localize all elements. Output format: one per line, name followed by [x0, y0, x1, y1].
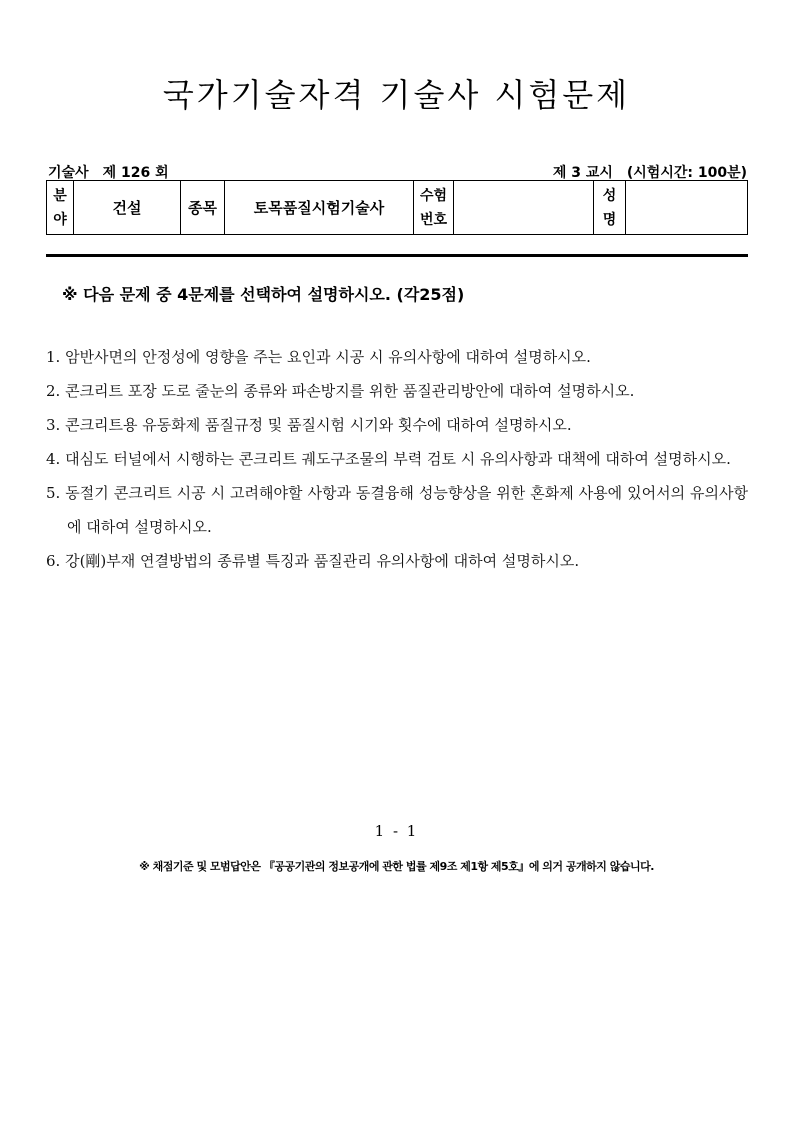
question-item: 6. 강(剛)부재 연결방법의 종류별 특징과 품질관리 유의사항에 대하여 설명하시오. — [46, 552, 580, 570]
field-label-line1: 분 — [53, 187, 67, 204]
question-list — [46, 340, 748, 578]
divider — [46, 254, 748, 257]
instruction: ※ 다음 문제 중 4문제를 선택하여 설명하시오. (각25점) — [62, 285, 465, 304]
field-label — [47, 181, 74, 235]
exam-number-label-line1: 수험 — [419, 187, 448, 204]
exam-title: 국가기술자격 기술사 시험문제 — [162, 76, 631, 114]
name-value[interactable] — [626, 181, 748, 235]
category-value: 토목품질시험기술사 — [225, 181, 414, 235]
question-item: 2. 콘크리트 포장 도로 줄눈의 종류와 파손방지를 위한 품질관리방안에 대하여 설명하시오. — [46, 382, 635, 400]
exam-number-label-line2: 번호 — [419, 211, 448, 228]
question-item: 5. 동절기 콘크리트 시공 시 고려해야할 사항과 동결융해 성능향상을 위한 혼화제 사용에 있어서의 유의사항에 대하여 설명하시오. — [46, 484, 748, 536]
name-label-line1: 성 — [602, 187, 617, 204]
category-label: 종목 — [181, 181, 225, 235]
name-label-line2: 명 — [602, 211, 617, 228]
page-number: 1 - 1 — [374, 822, 419, 840]
question-item: 4. 대심도 터널에서 시행하는 콘크리트 궤도구조물의 부력 검토 시 유의사항과 대책에 대하여 설명하시오. — [46, 450, 731, 468]
name-label — [594, 181, 626, 235]
disclosure-notice: ※ 채점기준 및 모범답안은 『공공기관의 정보공개에 관한 법률 제9조 제1항 제5호』에 의거 공개하지 않습니다. — [139, 860, 654, 873]
field-label-line2: 야 — [53, 211, 67, 228]
exam-session: 제 3 교시 (시험시간: 100분) — [552, 165, 747, 181]
exam-round: 기술사 제 126 회 — [48, 165, 169, 181]
question-item: 1. 암반사면의 안정성에 영향을 주는 요인과 시공 시 유의사항에 대하여 설명하시오. — [46, 348, 591, 366]
info-table — [46, 180, 748, 235]
exam-number-label — [414, 181, 454, 235]
question-item: 3. 콘크리트용 유동화제 품질규정 및 품질시험 시기와 횟수에 대하여 설명하시오. — [46, 416, 572, 434]
field-value: 건설 — [74, 181, 181, 235]
exam-number-value[interactable] — [454, 181, 594, 235]
